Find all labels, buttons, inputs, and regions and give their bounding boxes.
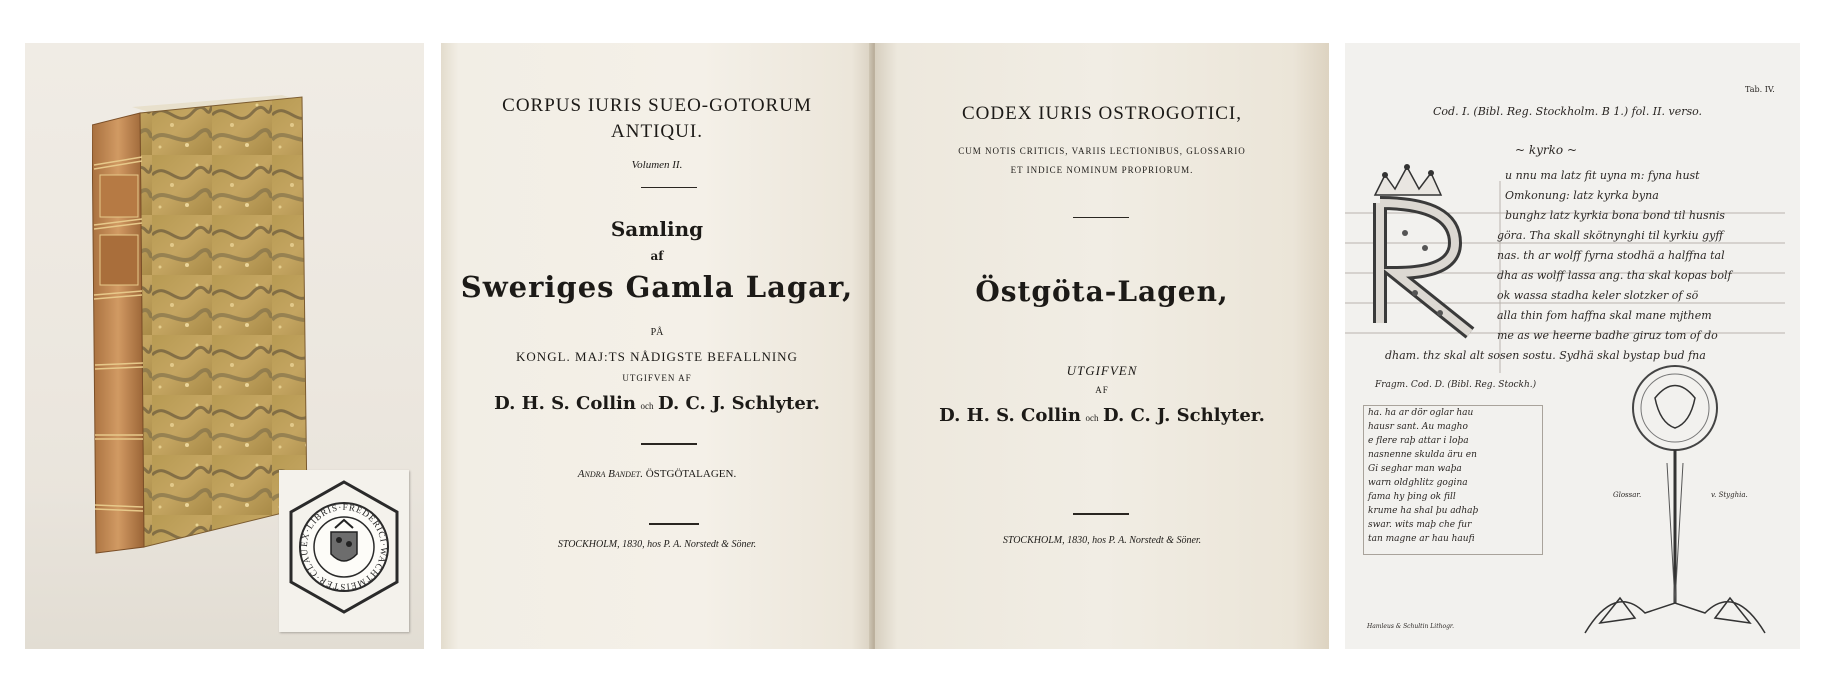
frag-line: ha. ha ar dör oglar hau — [1368, 408, 1474, 418]
ms-line: dham. thz skal alt sosen sostu. Sydhä skal bystap bud fna — [1385, 349, 1706, 362]
och-label: och — [640, 401, 654, 411]
imprint: STOCKHOLM, 1830, hos P. A. Norstedt & Söner. — [557, 539, 757, 550]
glossary-reference: v. Styghia. — [1711, 491, 1748, 499]
right-title-page — [875, 43, 1329, 649]
divider — [1073, 217, 1129, 218]
codex-title: CODEX IURIS OSTROGOTICI, — [962, 103, 1242, 124]
codex-caption: Cod. I. (Bibl. Reg. Stockholm. B 1.) fol. II. verso. — [1433, 105, 1703, 118]
royal-command-line: KONGL. MAJ:TS NÅDIGSTE BEFALLNING — [516, 349, 798, 364]
ostgotalagen-label: ÖSTGÖTALAGEN. — [645, 468, 737, 480]
ostgota-lagen-title: Östgöta-Lagen, — [975, 275, 1229, 308]
ms-line: u nnu ma latz fit uyna m: fyna hust — [1505, 169, 1700, 182]
ms-line: ok wassa stadha keler slotzker of sö — [1497, 289, 1699, 302]
volume-label: Volumen II. — [631, 159, 683, 171]
editors-line — [441, 393, 873, 414]
och-label: och — [1085, 413, 1099, 423]
ms-line: dha as wolff lassa ang. tha skal kopas bolf — [1497, 269, 1732, 282]
frag-line: hausr sant. Au magho — [1368, 422, 1468, 432]
utgifven-label: UTGIFVEN — [1066, 363, 1138, 378]
book-photo — [25, 43, 424, 649]
editor-schlyter: D. C. J. Schlyter. — [1102, 405, 1265, 426]
open-title-pages — [441, 43, 1329, 649]
samling-heading: Samling — [610, 217, 704, 241]
frag-line: nasnenne skulda äru en — [1368, 450, 1477, 460]
frag-line: swar. wits maþ che fur — [1368, 520, 1472, 530]
fragment-caption: Fragm. Cod. D. (Bibl. Reg. Stockh.) — [1375, 380, 1537, 390]
frag-line: e flere raþ attar i loþa — [1368, 436, 1469, 446]
rubric-heading: ~ kyrko ~ — [1515, 143, 1578, 157]
editor-collin: D. H. S. Collin — [494, 393, 636, 414]
subtitle-line-1: CUM NOTIS CRITICIS, VARIIS LECTIONIBUS, GLOSSARIO — [958, 146, 1246, 156]
bookplate-seal — [279, 470, 409, 632]
divider — [641, 443, 697, 445]
frag-line: tan magne ar hau haufi — [1368, 534, 1475, 544]
lithographer-credit: Hamleus & Schultin Lithogr. — [1367, 623, 1455, 630]
ms-line: Omkonung: latz kyrka byna — [1505, 189, 1659, 202]
editor-collin: D. H. S. Collin — [939, 405, 1081, 426]
left-title-page — [441, 43, 873, 649]
af-label: AF — [1095, 385, 1109, 395]
imprint: STOCKHOLM, 1830, hos P. A. Norstedt & Söner. — [1002, 535, 1202, 546]
utgifven-label: UTGIFVEN AF — [622, 373, 692, 383]
frag-line: fama hy þing ok fill — [1368, 492, 1456, 502]
editors-line — [875, 405, 1329, 426]
frag-line: warn oldghlitz gogina — [1368, 478, 1468, 488]
andra-bandet: Andra Bandet. — [577, 468, 643, 480]
ms-line: nas. th ar wolff fyrna stodhä a halffna tal — [1497, 249, 1725, 262]
human-figure-icon — [1655, 386, 1695, 429]
series-title-2: ANTIQUI. — [611, 121, 703, 142]
subtitle-line-2: ET INDICE NOMINUM PROPRIORUM. — [1010, 165, 1194, 175]
pa-label: PÅ — [650, 327, 664, 338]
ex-libris-bookplate — [279, 470, 409, 632]
main-title: Sweriges Gamla Lagar, — [460, 270, 854, 304]
frag-line: krume ha shal þu adhaþ — [1368, 506, 1479, 516]
ms-line: me as we heerne badhe giruz tom of do — [1497, 329, 1718, 342]
band-line — [441, 468, 873, 480]
svg-text:EX·LIBRIS·FREDERICI·WACHTMEIST: EX·LIBRIS·FREDERICI·WACHTMEISTER·CLAU — [298, 501, 390, 593]
divider — [641, 187, 697, 188]
tab-number: Tab. IV. — [1745, 85, 1775, 94]
fragment-text-block — [1363, 405, 1543, 555]
divider — [1073, 513, 1129, 515]
frag-line: Gi seghar man waþa — [1368, 464, 1462, 474]
facsimile-plate — [1345, 43, 1800, 649]
ms-line: alla thin fom haffna skal mane mjthem — [1497, 309, 1712, 322]
ms-line: göra. Tha skall skötnynghi til kyrkiu gyff — [1497, 229, 1724, 242]
divider — [649, 523, 699, 525]
series-title: CORPUS IURIS SUEO-GOTORUM — [502, 95, 812, 116]
glossary-label: Glossar. — [1613, 491, 1642, 499]
editor-schlyter: D. C. J. Schlyter. — [657, 393, 820, 414]
af-label: af — [650, 249, 664, 263]
ms-line: bunghz latz kyrkia bona bond til husnis — [1505, 209, 1725, 222]
